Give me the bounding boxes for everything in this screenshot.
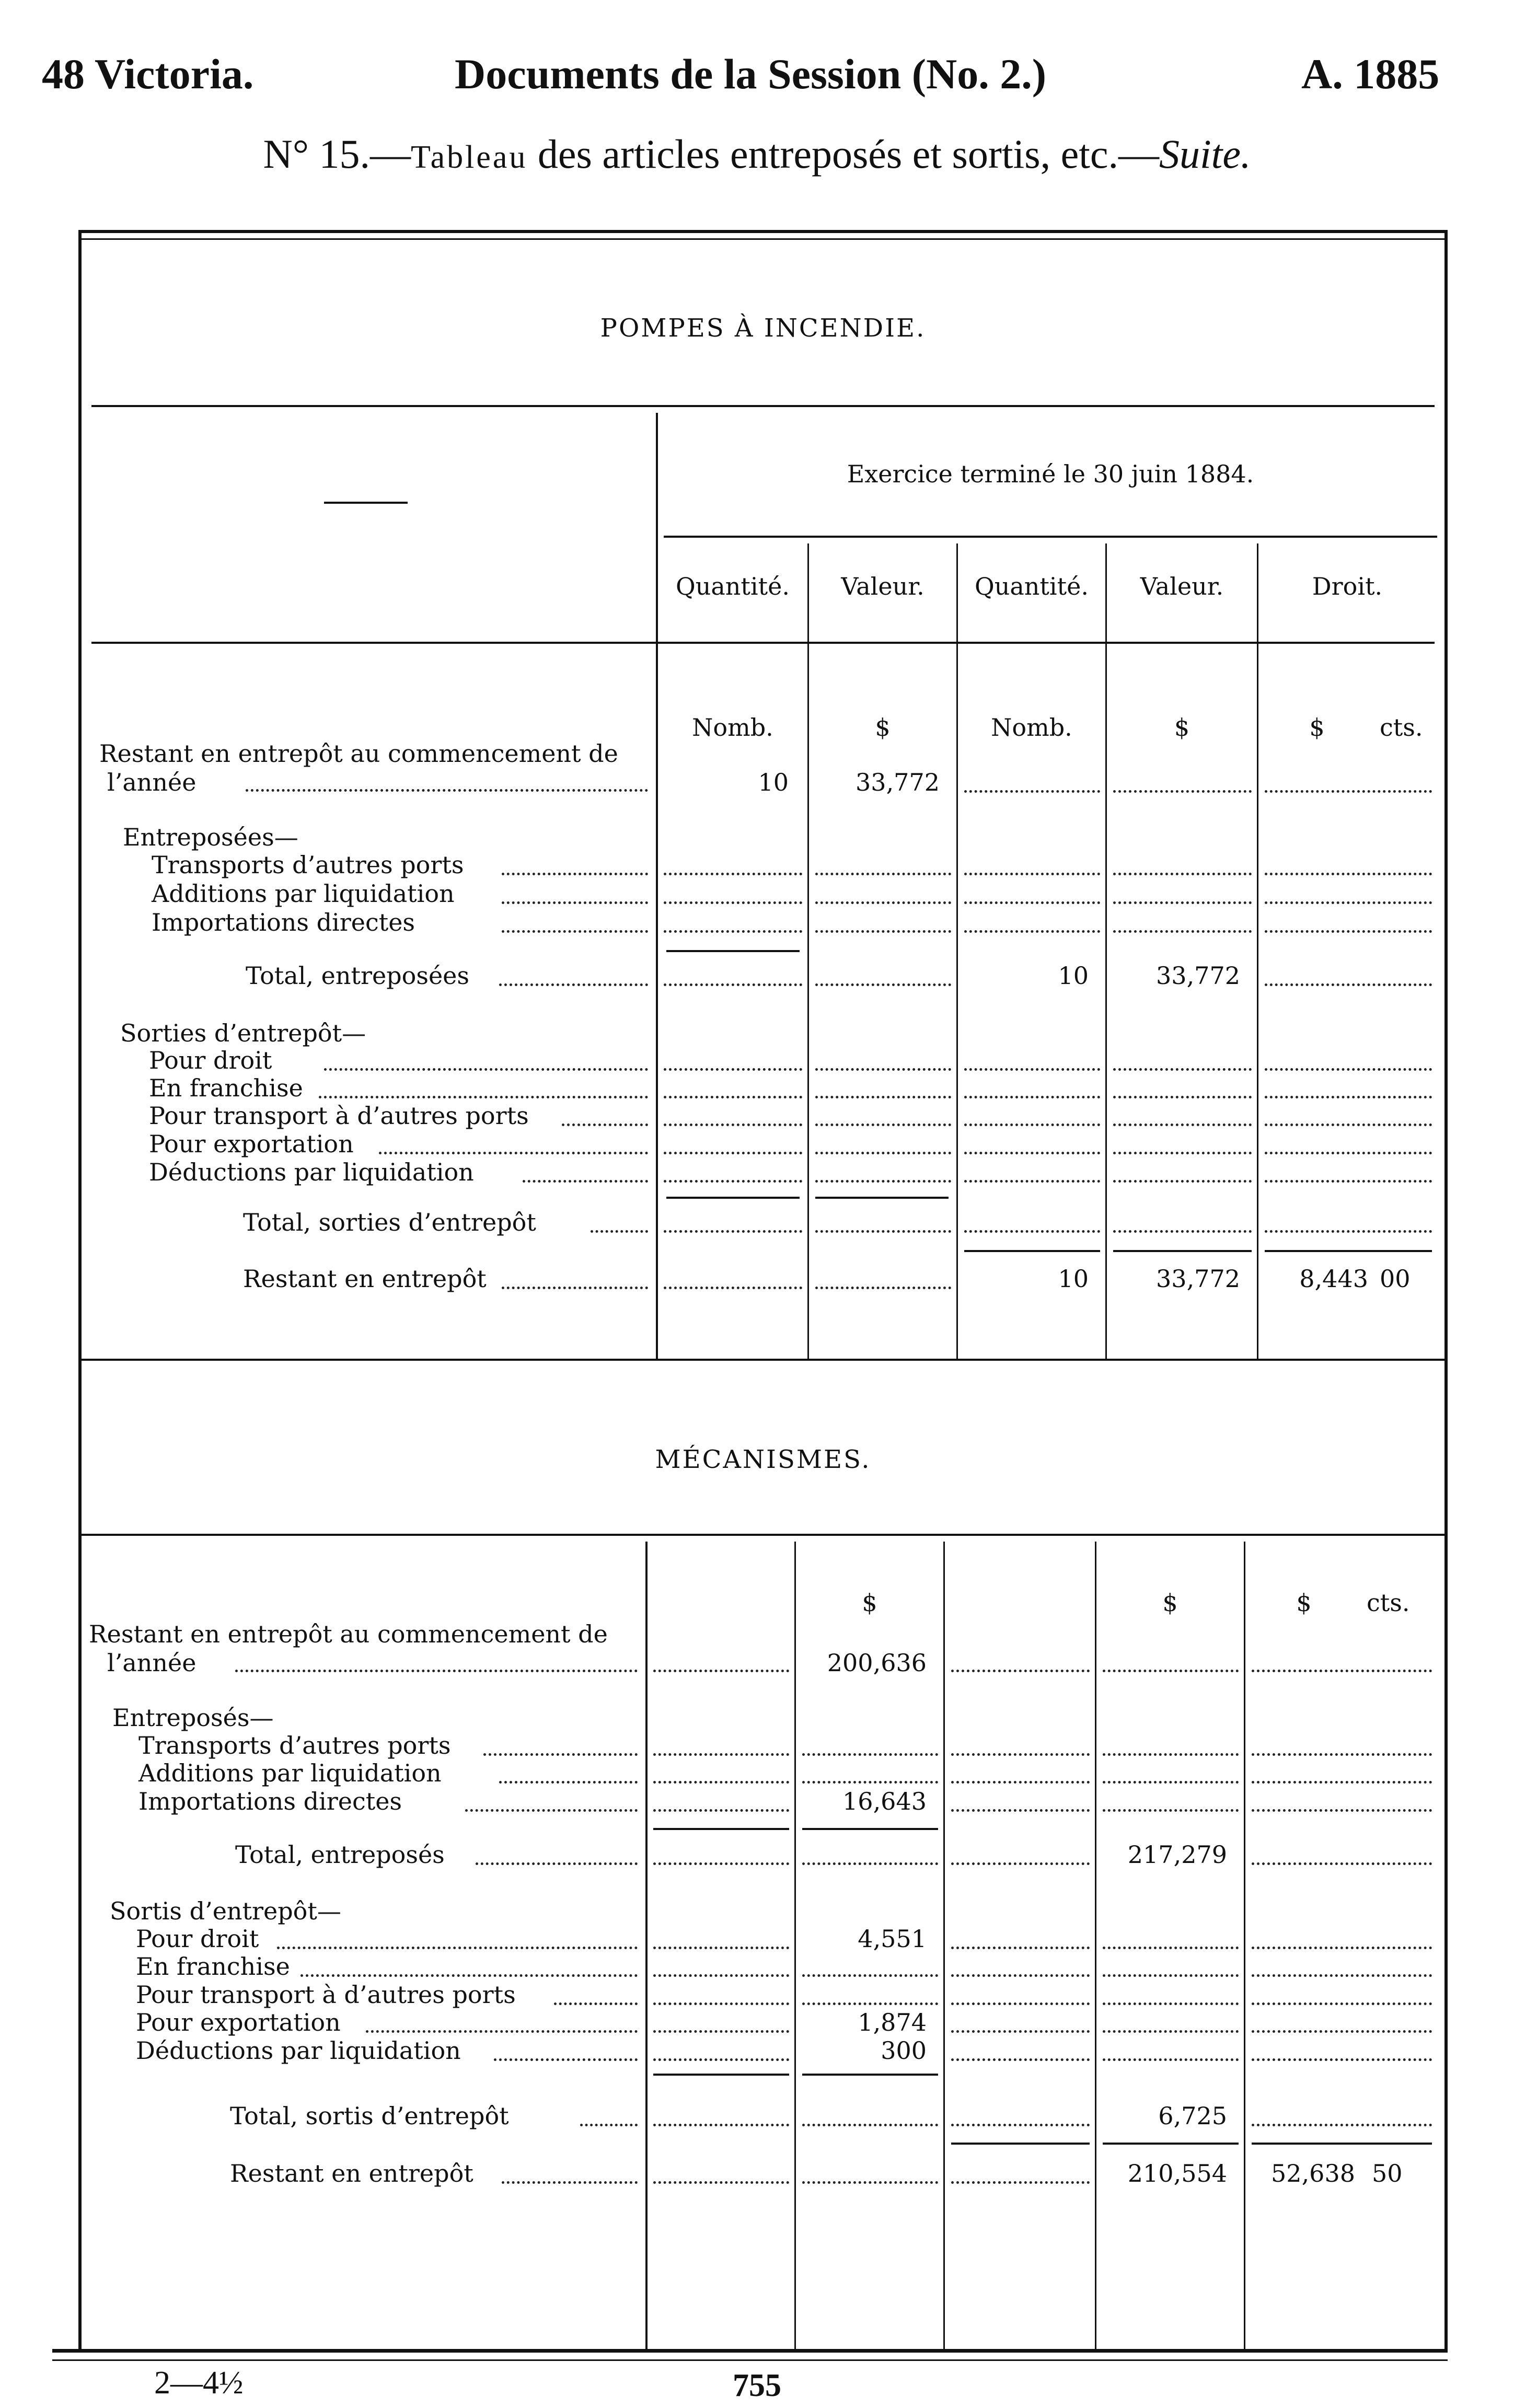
unit-nomb-2: Nomb.	[991, 713, 1072, 742]
mec-unit-dollar-3: $	[1296, 1589, 1312, 1617]
mec-val-exportation: 1,874	[858, 2008, 927, 2036]
page-number: 755	[733, 2368, 781, 2403]
row-additions: Additions par liquidation	[152, 879, 455, 908]
val-total-entreposees-v: 33,772	[1156, 962, 1240, 990]
title-rest: des articles entreposés et sortis, etc.—	[527, 131, 1159, 177]
row-restant: Restant en entrepôt	[243, 1265, 487, 1293]
mec-row-pour-droit: Pour droit	[136, 1925, 259, 1953]
col-quantite-1: Quantité.	[676, 572, 790, 600]
unit-nomb-1: Nomb.	[692, 713, 773, 742]
col-valeur-1: Valeur.	[841, 572, 924, 600]
mec-val-droit: 4,551	[858, 1925, 927, 1953]
mec-unit-cts: cts.	[1367, 1589, 1410, 1617]
row-restant-debut-2: l’année	[107, 768, 197, 796]
val-restant-debut-v: 33,772	[856, 768, 940, 796]
mec-row-transports: Transports d’autres ports	[138, 1731, 451, 1759]
exercise-heading: Exercice terminé le 30 juin 1884.	[847, 460, 1254, 488]
row-total-sorties: Total, sorties d’entrepôt	[243, 1208, 536, 1236]
val-total-entreposees-q: 10	[1058, 962, 1089, 990]
mec-row-additions: Additions par liquidation	[138, 1759, 442, 1787]
row-pour-droit: Pour droit	[149, 1046, 272, 1074]
table-title	[0, 131, 1514, 178]
row-transports: Transports d’autres ports	[152, 851, 464, 879]
col-valeur-2: Valeur.	[1140, 572, 1224, 600]
val-restant-q: 10	[1058, 1265, 1089, 1293]
col-quantite-2: Quantité.	[975, 572, 1089, 600]
val-restant-v: 33,772	[1156, 1265, 1240, 1293]
mec-row-deductions: Déductions par liquidation	[136, 2036, 461, 2065]
row-deductions: Déductions par liquidation	[149, 1158, 474, 1186]
mec-row-importations: Importations directes	[138, 1787, 402, 1815]
mec-val-restant-cts: 50	[1372, 2159, 1403, 2187]
mec-val-importations: 16,643	[842, 1787, 927, 1815]
row-restant-debut: Restant en entrepôt au commencement de	[99, 739, 618, 768]
mec-val-restant: 210,554	[1127, 2159, 1227, 2187]
col-droit: Droit.	[1312, 572, 1383, 600]
mec-unit-dollar-1: $	[862, 1589, 877, 1617]
unit-dollar-3: $	[1309, 713, 1325, 742]
row-franchise: En franchise	[149, 1074, 303, 1102]
mec-row-total-entreposes: Total, entreposés	[235, 1840, 445, 1869]
row-importations: Importations directes	[152, 908, 415, 936]
header-right: A. 1885	[1301, 50, 1440, 98]
val-restant-debut-q: 10	[758, 768, 789, 796]
mec-row-restant: Restant en entrepôt	[230, 2159, 473, 2187]
val-restant-droit: 8,443	[1299, 1265, 1368, 1293]
val-restant-cts: 00	[1380, 1265, 1411, 1293]
row-sorties: Sorties d’entrepôt—	[120, 1019, 366, 1047]
section-title-pompes: POMPES À INCENDIE.	[600, 314, 926, 343]
mec-val-restant-debut: 200,636	[827, 1649, 927, 1677]
signature-mark: 2—4½	[154, 2365, 244, 2401]
header-center: Documents de la Session (No. 2.)	[455, 50, 1047, 98]
mec-val-deductions: 300	[881, 2036, 927, 2065]
title-number: N° 15.—	[263, 131, 411, 177]
mec-unit-dollar-2: $	[1162, 1589, 1178, 1617]
title-word: Tableau	[411, 140, 528, 175]
row-entreposees: Entreposées—	[123, 823, 298, 851]
mec-row-franchise: En franchise	[136, 1952, 290, 1981]
unit-dollar-1: $	[875, 713, 891, 742]
title-suite: Suite.	[1159, 131, 1251, 177]
mec-row-transport: Pour transport à d’autres ports	[136, 1981, 516, 2009]
mec-val-restant-droit: 52,638	[1271, 2159, 1355, 2187]
mec-row-exportation: Pour exportation	[136, 2008, 341, 2036]
stub-dash	[324, 502, 408, 504]
unit-cts: cts.	[1380, 713, 1423, 742]
header-left: 48 Victoria.	[42, 50, 254, 98]
row-total-entreposees: Total, entreposées	[246, 962, 470, 990]
mec-row-sortis: Sortis d’entrepôt—	[110, 1897, 341, 1925]
section-title-mecanismes: MÉCANISMES.	[655, 1445, 871, 1474]
row-exportation: Pour exportation	[149, 1130, 354, 1158]
mec-row-restant-debut: Restant en entrepôt au commencement de	[89, 1620, 608, 1648]
unit-dollar-2: $	[1174, 713, 1190, 742]
mec-val-total-entreposes: 217,279	[1127, 1840, 1227, 1869]
mec-row-entreposes: Entreposés—	[112, 1704, 274, 1732]
mec-val-total-sortis: 6,725	[1158, 2102, 1227, 2130]
mec-row-restant-debut-2: l’année	[107, 1649, 197, 1677]
row-transport: Pour transport à d’autres ports	[149, 1102, 529, 1130]
mec-row-total-sortis: Total, sortis d’entrepôt	[230, 2102, 509, 2130]
